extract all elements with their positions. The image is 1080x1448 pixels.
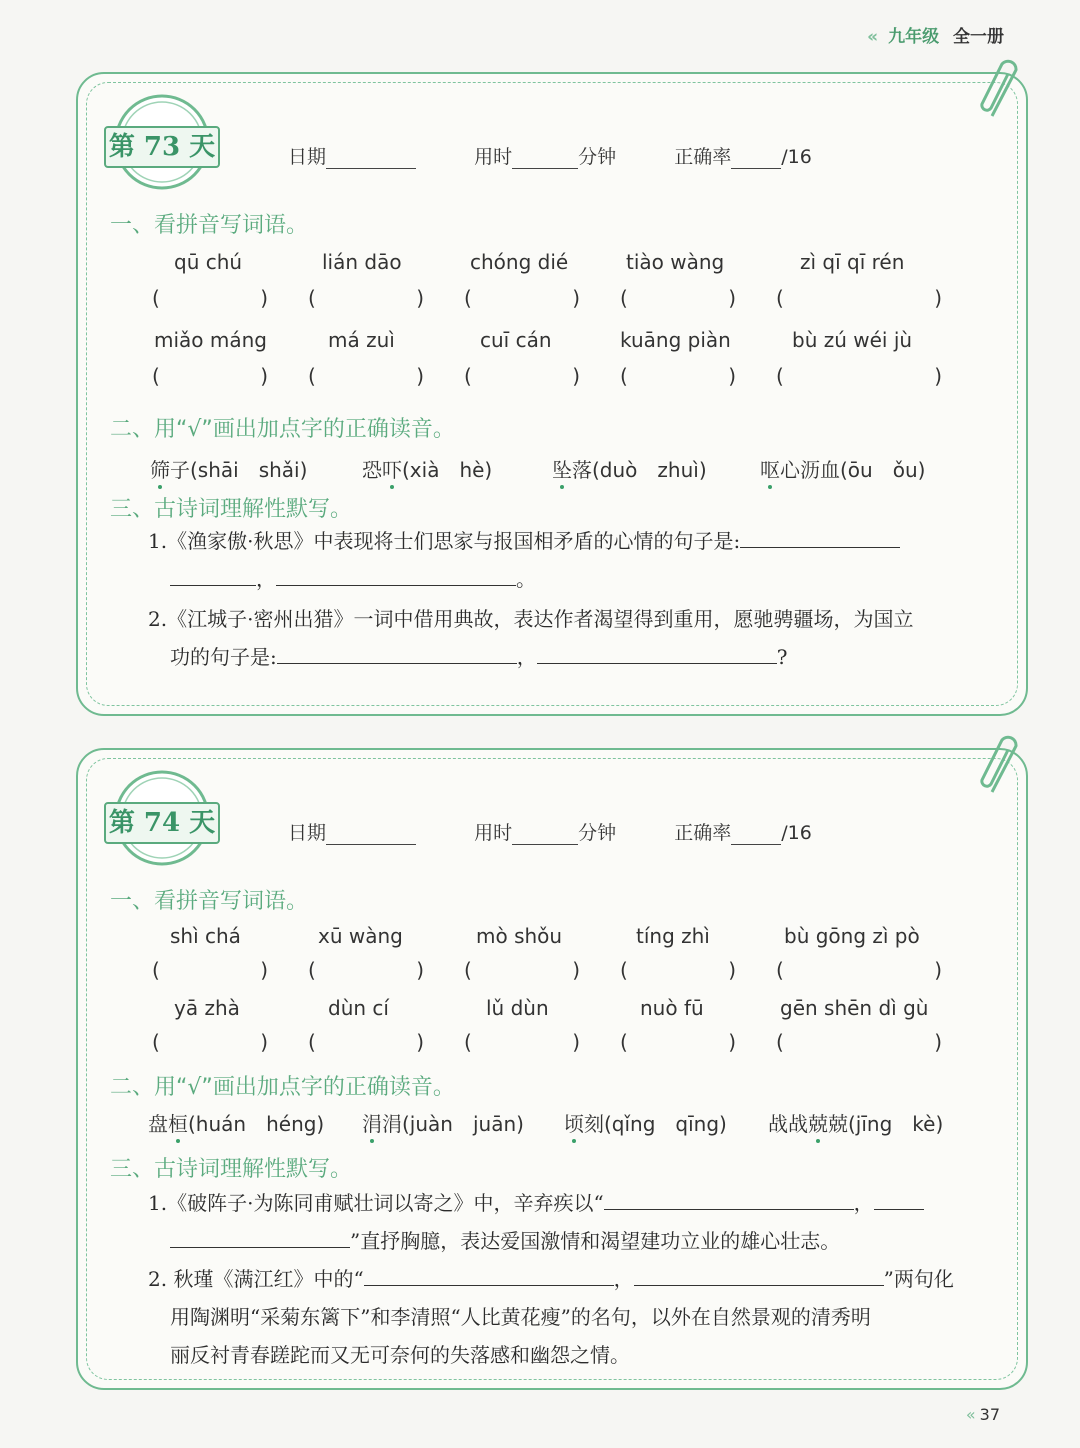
answer-blank[interactable] [277, 639, 517, 664]
answer-blank[interactable] [170, 561, 256, 586]
page-number: « 37 [965, 1405, 1000, 1424]
pinyin-item: shì chá [170, 924, 241, 948]
pinyin-item: kuāng piàn [620, 328, 731, 352]
answer-blank[interactable] [364, 1261, 614, 1286]
pinyin-item: tiào wàng [626, 250, 725, 274]
day-title: 第 74 天 [104, 802, 220, 844]
answer-box[interactable]: ( ) [308, 286, 424, 310]
answer-blank[interactable] [634, 1261, 884, 1286]
pinyin-item: bù gōng zì pò [784, 924, 920, 948]
pinyin-item: nuò fū [640, 996, 704, 1020]
paperclip-icon [972, 56, 1032, 126]
date-label: 日期 [288, 822, 327, 844]
answer-box[interactable]: ( ) [776, 1030, 942, 1054]
answer-blank[interactable] [874, 1185, 924, 1210]
reading-choice[interactable]: 涓涓(juàn juān) [362, 1108, 524, 1137]
reading-choice[interactable]: 筛子(shāi shǎi) [150, 454, 307, 483]
answer-box[interactable]: ( ) [620, 958, 736, 982]
section-1-heading: 一、看拼音写词语。 [110, 889, 309, 914]
answer-box[interactable]: ( ) [152, 1030, 268, 1054]
accuracy-field[interactable] [731, 150, 781, 169]
pinyin-item: qū chú [174, 250, 243, 274]
answer-blank[interactable] [604, 1185, 854, 1210]
date-field[interactable] [326, 150, 416, 169]
answer-box[interactable]: ( ) [308, 958, 424, 982]
reading-choice[interactable]: 顷刻(qǐng qīng) [564, 1108, 727, 1137]
date-field[interactable] [326, 826, 416, 845]
answer-blank[interactable] [170, 1223, 350, 1248]
day-74-card [76, 748, 1028, 1390]
pinyin-item: bù zú wéi jù [792, 328, 913, 352]
answer-box[interactable]: ( ) [776, 958, 942, 982]
question-2: 2.《江城子·密州出猎》一词中借用典故，表达作者渴望得到重用，愿驰骋疆场，为国立 功的句子是: ， ? [148, 607, 914, 669]
pinyin-item: tíng zhì [636, 924, 710, 948]
answer-box[interactable]: ( ) [464, 1030, 580, 1054]
answer-box[interactable]: ( ) [620, 286, 736, 310]
pinyin-item: lián dāo [322, 250, 402, 274]
time-field[interactable] [512, 826, 578, 845]
answer-blank[interactable] [537, 639, 777, 664]
answer-box[interactable]: ( ) [152, 958, 268, 982]
accuracy-label: 正确率 [674, 146, 732, 168]
time-field[interactable] [512, 150, 578, 169]
answer-box[interactable]: ( ) [308, 364, 424, 388]
total-label: /16 [781, 822, 812, 844]
pinyin-item: gēn shēn dì gù [780, 996, 929, 1020]
question-1: 1.《破阵子·为陈同甫赋壮词以寄之》中，辛弃疾以“ ， ”直抒胸臆，表达爱国激情和渴望建功立业的雄心壮志。 [148, 1184, 1006, 1260]
section-3-heading: 三、古诗词理解性默写。 [110, 1157, 353, 1182]
answer-box[interactable]: ( ) [776, 364, 942, 388]
date-label: 日期 [288, 146, 327, 168]
answer-box[interactable]: ( ) [620, 1030, 736, 1054]
page-header [867, 22, 1004, 47]
pinyin-item: mò shǒu [476, 924, 563, 948]
pinyin-item: lǔ dùn [486, 996, 549, 1020]
answer-blank[interactable] [740, 523, 900, 548]
pinyin-item: dùn cí [328, 996, 389, 1020]
section-3-heading: 三、古诗词理解性默写。 [110, 497, 353, 522]
pinyin-item: chóng dié [470, 250, 569, 274]
question-1: 1.《渔家傲·秋思》中表现将士们思家与报国相矛盾的心情的句子是: ， 。 [148, 522, 1006, 598]
accuracy-field[interactable] [731, 826, 781, 845]
answer-box[interactable]: ( ) [620, 364, 736, 388]
pinyin-item: xū wàng [318, 924, 403, 948]
question-2: 2. 秋瑾《满江红》中的“ ， ”两句化 用陶渊明“采菊东篱下”和李清照“人比黄花瘦”的名句，以外在自然景观的清秀明 丽反衬青春蹉跎而又无可奈何的失落感和幽怨之情。 [148, 1260, 1006, 1374]
volume-label: 全一册 [953, 27, 1004, 47]
answer-blank[interactable] [276, 561, 516, 586]
answer-box[interactable]: ( ) [776, 286, 942, 310]
answer-box[interactable]: ( ) [464, 364, 580, 388]
reading-choice[interactable]: 坠落(duò zhuì) [552, 454, 707, 483]
answer-box[interactable]: ( ) [152, 286, 268, 310]
pinyin-item: yā zhà [174, 996, 240, 1020]
chevron-left-icon: « [965, 1405, 976, 1424]
section-2-heading: 二、用“√”画出加点字的正确读音。 [110, 1075, 455, 1100]
time-label: 用时 [474, 146, 513, 168]
pinyin-item: miǎo máng [154, 328, 267, 352]
reading-choice[interactable]: 盘桓(huán héng) [148, 1108, 324, 1137]
paperclip-icon [972, 732, 1032, 802]
section-2-heading: 二、用“√”画出加点字的正确读音。 [110, 417, 455, 442]
answer-box[interactable]: ( ) [464, 286, 580, 310]
pinyin-item: zì qī qī rén [800, 250, 905, 274]
section-1-heading: 一、看拼音写词语。 [110, 213, 309, 238]
answer-box[interactable]: ( ) [152, 364, 268, 388]
meta-row [288, 142, 812, 169]
pinyin-item: má zuì [328, 328, 395, 352]
reading-choice[interactable]: 恐吓(xià hè) [362, 454, 492, 483]
reading-choice[interactable]: 呕心沥血(ōu ǒu) [760, 454, 925, 483]
total-label: /16 [781, 146, 812, 168]
answer-box[interactable]: ( ) [308, 1030, 424, 1054]
minutes-label: 分钟 [578, 146, 617, 168]
day-73-card [76, 72, 1028, 716]
pinyin-item: cuī cán [480, 328, 552, 352]
meta-row [288, 818, 812, 845]
grade-label: 九年级 [888, 27, 940, 47]
chevron-left-icon: « [867, 27, 879, 47]
minutes-label: 分钟 [578, 822, 617, 844]
day-title: 第 73 天 [104, 126, 220, 168]
reading-choice[interactable]: 战战兢兢(jīng kè) [768, 1108, 943, 1137]
accuracy-label: 正确率 [674, 822, 732, 844]
answer-box[interactable]: ( ) [464, 958, 580, 982]
time-label: 用时 [474, 822, 513, 844]
